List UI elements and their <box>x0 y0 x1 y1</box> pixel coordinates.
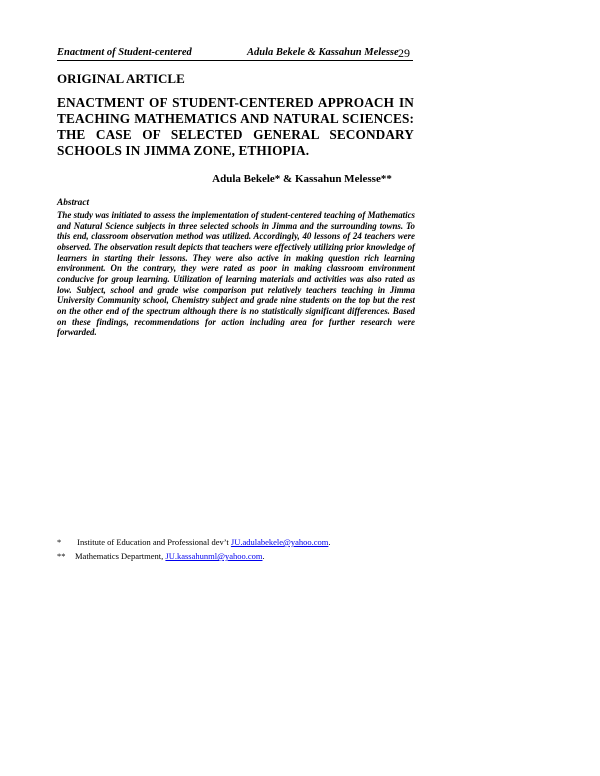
page-number: 29 <box>398 46 410 60</box>
email-link[interactable]: JU.kassahunml@yahoo.com <box>165 551 263 561</box>
footnote-mark: ** <box>57 551 66 561</box>
abstract-text: The study was initiated to assess the implementation of student-centered teaching of Mathematics and Natural Science subjects in three selected schools in Jimma and the surrounding towns. To this end, classroom observation method was utilized. Accordingly, 40 lessons of 24 teachers were observed. The observation result depicts that teachers were effectively utilizing prior knowledge of learners in starting their lessons. They were also active in making question rich learning environment. On the contrary, they were rated as poor in making classroom environment conducive for group learning. Utilization of learning materials and activities was also rated as low. Subject, school and grade wise comparison put relatively teachers teaching in Jimma University Community school, Chemistry subject and grade nine students on the top but the rest on the other end of the spectrum although there is no statistically significant differences. Based on these findings, recommendations for action including area for further research were forwarded. <box>57 210 415 338</box>
running-header-title: Enactment of Student-centered <box>57 47 192 58</box>
footnote-1 <box>57 535 457 549</box>
article-type: ORIGINAL ARTICLE <box>57 71 185 86</box>
article-title: ENACTMENT OF STUDENT-CENTERED APPROACH IN TEACHING MATHEMATICS AND NATURAL SCIENCES: THE CASE OF SELECTED GENERAL SECONDARY SCHOOLS IN JIMMA ZONE, ETHIOPIA. <box>57 95 414 158</box>
footnote-2 <box>57 549 457 563</box>
footnotes <box>57 535 457 563</box>
email-link[interactable]: JU.adulabekele@yahoo.com <box>230 537 329 547</box>
author-line: Adula Bekele* & Kassahun Melesse** <box>212 173 392 185</box>
abstract-heading: Abstract <box>57 198 90 208</box>
running-header-authors: Adula Bekele & Kassahun Melesse <box>247 47 399 58</box>
footnote-text: Mathematics Department, <box>75 551 166 561</box>
footnote-end: . <box>328 537 331 547</box>
footnote-end: . <box>262 551 265 561</box>
footnote-mark: * <box>57 537 62 547</box>
running-header <box>57 47 413 61</box>
footnote-text: Institute of Education and Professional dev’t <box>75 537 231 547</box>
